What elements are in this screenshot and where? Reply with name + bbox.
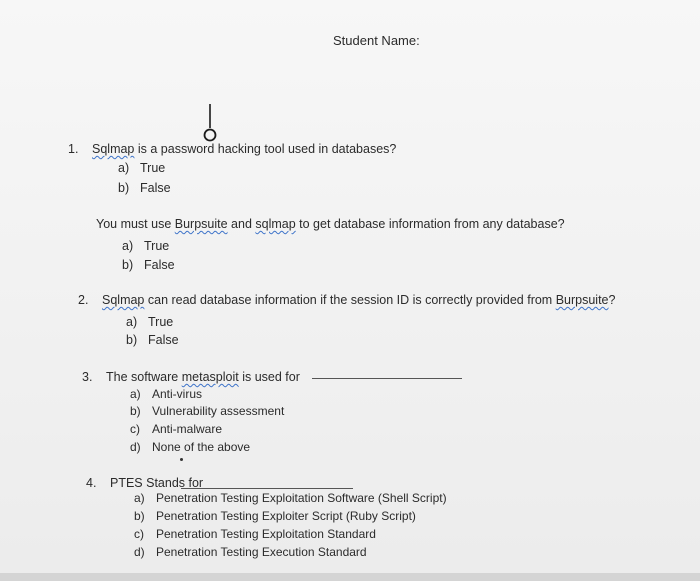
question-text: PTES Stands for: [110, 476, 204, 490]
question-text: ?: [608, 293, 616, 307]
option-text: True: [144, 239, 170, 253]
question-text-term: Burpsuite: [174, 217, 228, 231]
option-letter: a): [134, 491, 145, 505]
option-b: [134, 509, 416, 523]
option-b: [118, 181, 171, 195]
option-text: Penetration Testing Execution Standard: [156, 545, 367, 559]
option-a: [118, 161, 165, 175]
pen-cursor-icon: [200, 104, 220, 142]
option-letter: b): [126, 333, 138, 347]
option-letter: d): [134, 545, 145, 559]
option-letter: b): [122, 258, 134, 272]
option-letter: a): [130, 387, 141, 401]
option-c: [130, 422, 222, 436]
answer-blank-line[interactable]: [181, 488, 353, 489]
option-a: [130, 387, 202, 401]
question-text-term: metasploit: [181, 370, 239, 384]
question-text-term: sqlmap: [255, 217, 296, 231]
question-text-term: Sqlmap: [92, 142, 135, 156]
question-text: and: [227, 217, 256, 231]
question-2: [78, 293, 615, 307]
option-text: True: [140, 161, 166, 175]
question-number: 3.: [82, 370, 93, 384]
option-text: False: [148, 333, 179, 347]
option-text: Vulnerability assessment: [152, 404, 285, 418]
option-letter: a): [126, 315, 138, 329]
option-text: Anti-malware: [152, 422, 223, 436]
option-text: False: [140, 181, 171, 195]
option-d: [130, 440, 250, 454]
page-bottom-edge: [0, 573, 700, 581]
option-letter: c): [130, 422, 140, 436]
student-name-label: Student Name:: [333, 33, 420, 48]
question-text: can read database information if the session ID is correctly provided from: [144, 293, 556, 307]
option-b: [130, 404, 284, 418]
option-b: [126, 333, 179, 347]
option-text: Penetration Testing Exploitation Standard: [156, 527, 376, 541]
option-a: [134, 491, 447, 505]
question-number: 1.: [68, 142, 79, 156]
question-text: You must use: [96, 217, 175, 231]
option-letter: d): [130, 440, 141, 454]
option-c: [134, 527, 376, 541]
question-burpsuite: [96, 217, 565, 231]
answer-blank-line[interactable]: [312, 378, 462, 379]
question-text: to get database information from any database?: [295, 217, 565, 231]
option-text: False: [144, 258, 175, 272]
question-number: 4.: [86, 476, 97, 490]
option-b: [122, 258, 175, 272]
option-letter: b): [118, 181, 130, 195]
option-text: None of the above: [152, 440, 251, 454]
question-1: [68, 142, 396, 156]
option-a: [126, 315, 173, 329]
question-text-term: Burpsuite: [555, 293, 609, 307]
option-text: Penetration Testing Exploiter Script (Ruby Script): [156, 509, 416, 523]
option-letter: a): [118, 161, 130, 175]
question-text-term: Sqlmap: [102, 293, 145, 307]
question-text: is a password hacking tool used in databases?: [134, 142, 397, 156]
option-a: [122, 239, 169, 253]
question-3: [82, 370, 300, 384]
option-letter: a): [122, 239, 134, 253]
question-text: is used for: [238, 370, 300, 384]
option-text: Penetration Testing Exploitation Software (Shell Script): [156, 491, 447, 505]
option-d: [134, 545, 367, 559]
option-letter: b): [134, 509, 145, 523]
pen-dot-mark: [180, 458, 183, 461]
question-text: The software: [106, 370, 182, 384]
option-text: Anti-virus: [152, 387, 203, 401]
option-text: True: [148, 315, 174, 329]
question-number: 2.: [78, 293, 89, 307]
option-letter: b): [130, 404, 141, 418]
option-letter: c): [134, 527, 144, 541]
